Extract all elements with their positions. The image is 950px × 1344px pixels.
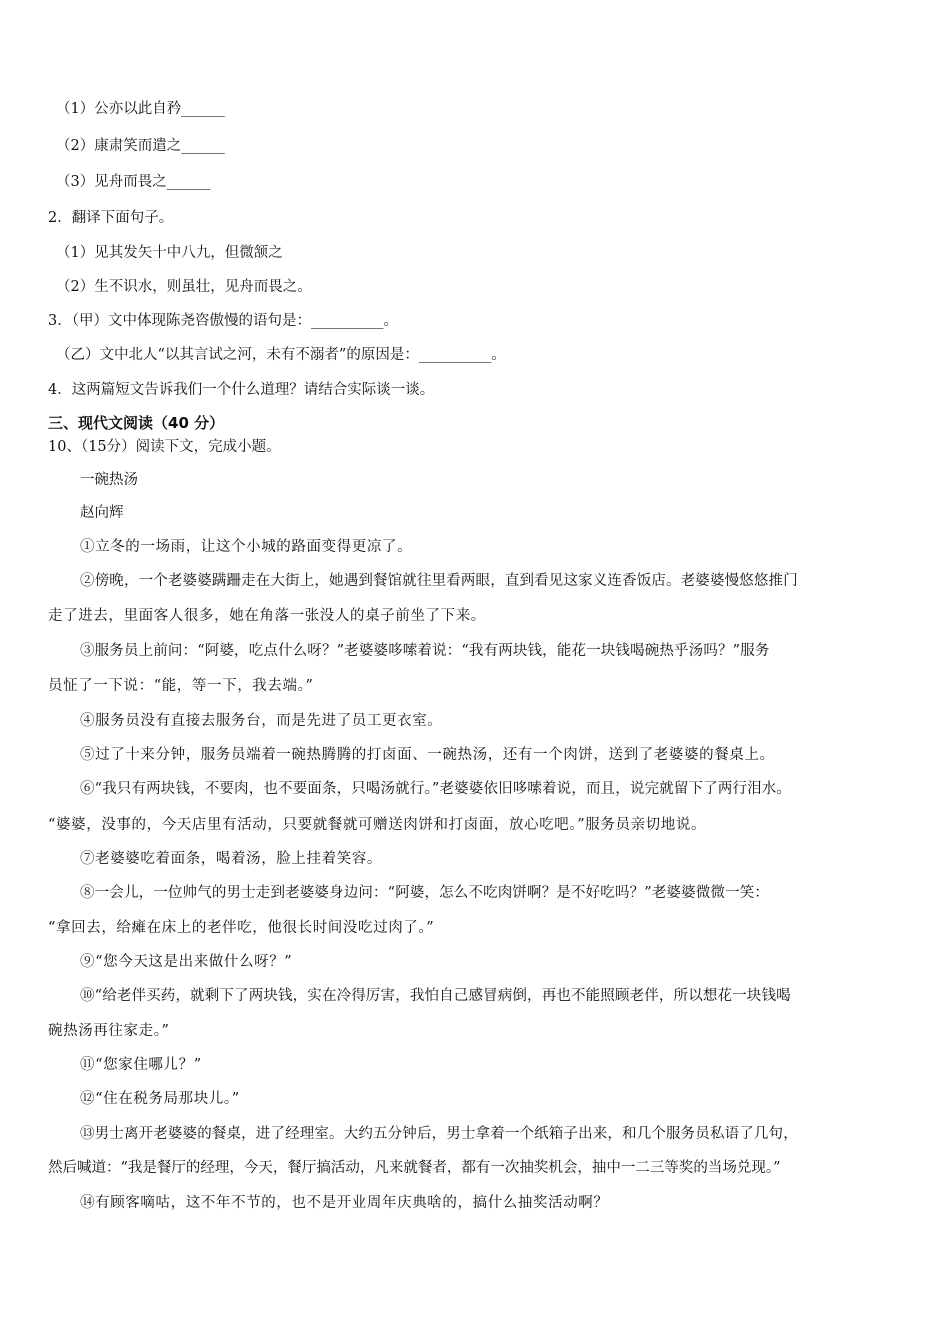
section-heading: 三、现代文阅读（40 分） [48,414,225,432]
paragraph-line: ③服务员上前问：“阿婆，吃点什么呀？”老婆婆哆嗦着说：“我有两块钱，能花一块钱喝碗热乎汤吗？”服务 [80,643,770,659]
paragraph-line: 碗热汤再往家走。” [48,1023,170,1039]
paragraph-line: ②傍晚，一个老婆婆蹒跚走在大街上，她遇到餐馆就往里看两眼，直到看见这家义连香饭店。老婆婆慢悠悠推门 [80,573,798,589]
paragraph-line: ⑧一会儿，一位帅气的男士走到老婆婆身边问：“阿婆，怎么不吃肉饼啊？是不好吃吗？”老婆婆微微一笑： [80,885,770,901]
paragraph-line: ⑭有顾客嘀咕，这不年不节的，也不是开业周年庆典啥的，搞什么抽奖活动啊？ [80,1195,609,1211]
paragraph-line: ⑪“您家住哪儿？” [80,1057,202,1073]
q1-item-2: （2）康肃笑而遣之______ [56,138,225,154]
paragraph-line: ⑨“您今天这是出来做什么呀？” [80,954,293,970]
q4-question: 4．这两篇短文告诉我们一个什么道理？请结合实际谈一谈。 [48,382,435,398]
paragraph-line: 员怔了一下说：“能，等一下，我去端。” [48,678,314,694]
paragraph-line: ④服务员没有直接去服务台，而是先进了员工更衣室。 [80,713,443,729]
paragraph-line: “婆婆，没事的，今天店里有活动，只要就餐就可赠送肉饼和打卤面，放心吃吧。”服务员亲切地说。 [48,817,707,833]
q10-intro: 10、（15分）阅读下文，完成小题。 [48,439,281,455]
paragraph-line: 走了进去，里面客人很多，她在角落一张没人的桌子前坐了下来。 [48,608,486,624]
paragraph-line: ⑫“住在税务局那块儿。” [80,1091,240,1107]
paragraph-line: ⑬男士离开老婆婆的餐桌，进了经理室。大约五分钟后，男士拿着一个纸箱子出来，和几个服务员私语了几句， [80,1126,798,1142]
article-author: 赵向辉 [80,505,124,521]
paragraph-line: “拿回去，给瘫在床上的老伴吃，他很长时间没吃过肉了。” [48,920,435,936]
paragraph-line: ⑦老婆婆吃着面条，喝着汤，脸上挂着笑容。 [80,851,382,867]
q1-item-3: （3）见舟而畏之______ [56,174,211,190]
q3-part-b: （乙）文中北人“以其言试之河，未有不溺者”的原因是：__________。 [56,347,506,363]
paragraph-line: ⑥“我只有两块钱，不要肉，也不要面条，只喝汤就行。”老婆婆依旧哆嗦着说，而且，说完就留下了两行泪水。 [80,781,792,797]
q2-title: 2．翻译下面句子。 [48,210,174,226]
paragraph-line: ⑤过了十来分钟，服务员端着一碗热腾腾的打卤面、一碗热汤，还有一个肉饼，送到了老婆婆的餐桌上。 [80,747,775,763]
q1-item-1: （1）公亦以此自矜______ [56,101,225,117]
q2-item-2: （2）生不识水，则虽壮，见舟而畏之。 [56,279,312,295]
q3-part-a: 3．（甲）文中体现陈尧咨傲慢的语句是：__________。 [48,313,398,329]
paragraph-line: 然后喊道：“我是餐厅的经理，今天，餐厅搞活动，凡来就餐者，都有一次抽奖机会，抽中一二三等奖的当场兑现。” [48,1160,781,1176]
paragraph-line: ⑩“给老伴买药，就剩下了两块钱，实在冷得厉害，我怕自己感冒病倒，再也不能照顾老伴，所以想花一块钱喝 [80,988,791,1004]
q2-item-1: （1）见其发矢十中八九，但微颔之 [56,245,283,261]
paragraph-line: ①立冬的一场雨，让这个小城的路面变得更凉了。 [80,539,413,555]
article-title: 一碗热汤 [80,472,138,488]
